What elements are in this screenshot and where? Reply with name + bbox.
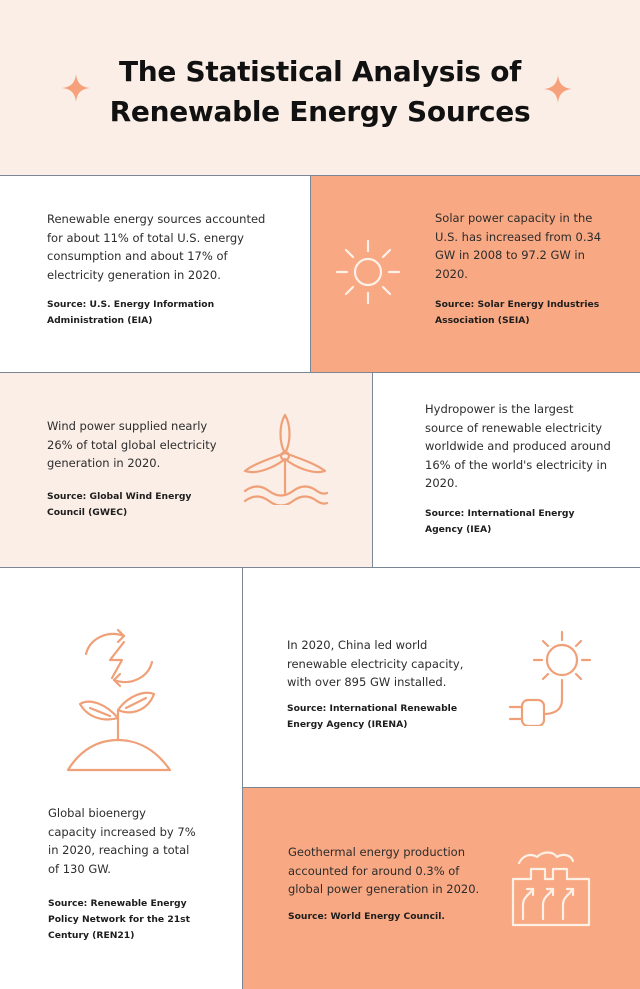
divider	[242, 787, 640, 788]
divider	[372, 372, 373, 568]
card-text: In 2020, China led world renewable electricity capacity, with over 895 GW installed.	[287, 638, 464, 689]
card-solar	[311, 175, 640, 372]
card-wind	[0, 373, 372, 567]
wind-turbine-icon	[241, 413, 329, 505]
left-sparkle-icon	[62, 74, 90, 102]
card-us-renewables	[0, 175, 311, 372]
card-text: Global bioenergy capacity increased by 7% in 2020, reaching a total of 130 GW.	[48, 806, 196, 876]
card-source: Source: Solar Energy Industries Association (SEIA)	[435, 299, 600, 326]
sun-icon	[333, 237, 403, 307]
card-text: Geothermal energy production accounted for around 0.3% of global power generation in 2020.	[288, 845, 480, 896]
card-text: Hydropower is the largest source of renewable electricity worldwide and produced around 16% of the world's electricity in 2020.	[425, 402, 611, 490]
card-source: Source: World Energy Council.	[288, 911, 445, 922]
card-china	[243, 568, 640, 787]
divider	[310, 175, 311, 373]
card-text: Renewable energy sources accounted for about 11% of total U.S. energy consumption and about 17% of electricity generation in 2020.	[47, 212, 266, 282]
card-hydro	[373, 373, 640, 567]
card-source: Source: U.S. Energy Information Administration (EIA)	[47, 299, 215, 326]
divider	[242, 567, 243, 989]
card-bioenergy	[0, 568, 242, 989]
card-text: Wind power supplied nearly 26% of total global electricity generation in 2020.	[47, 419, 217, 470]
card-source: Source: Renewable Energy Policy Network for the 21st Century (REN21)	[48, 898, 190, 941]
divider	[0, 175, 640, 176]
card-source: Source: International Energy Agency (IEA)	[425, 508, 575, 535]
card-geothermal	[243, 787, 640, 989]
card-source: Source: Global Wind Energy Council (GWEC)	[47, 491, 192, 518]
page-title: The Statistical Analysis of Renewable Energy Sources	[109, 55, 531, 128]
solar-plug-icon	[508, 630, 598, 726]
plant-energy-icon	[66, 628, 172, 774]
card-text: Solar power capacity in the U.S. has increased from 0.34 GW in 2008 to 97.2 GW in 2020.	[435, 211, 602, 281]
divider	[0, 372, 640, 373]
card-source: Source: International Renewable Energy Agency (IRENA)	[287, 703, 458, 730]
header	[0, 0, 640, 175]
divider	[0, 567, 640, 568]
geothermal-factory-icon	[509, 849, 593, 927]
